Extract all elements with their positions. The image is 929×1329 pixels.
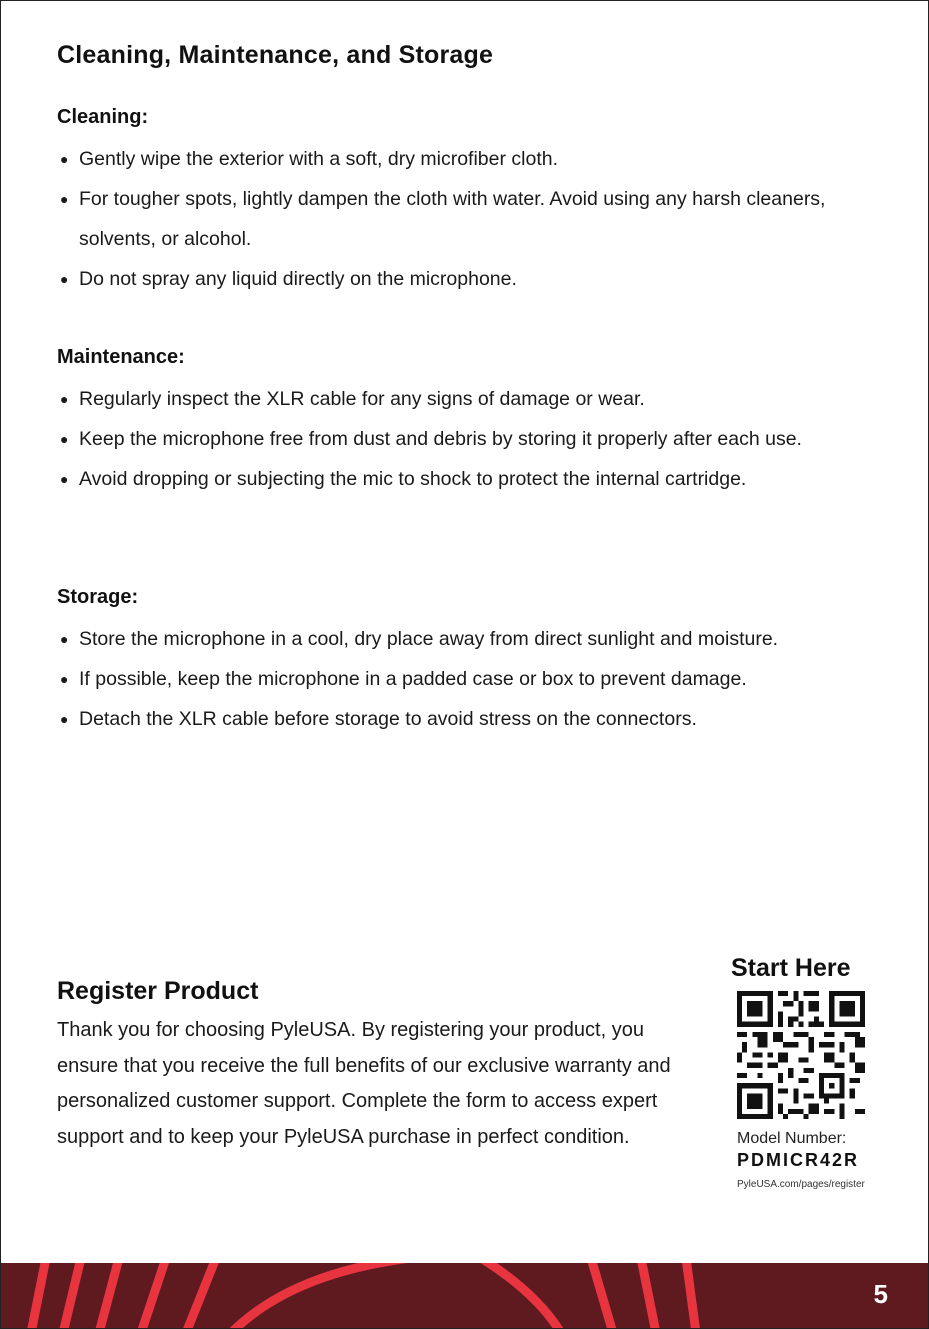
maintenance-section [57,341,887,499]
list-item: ● Gently wipe the exterior with a soft, dry microfiber cloth. [60,148,559,170]
cleaning-section [57,101,887,299]
qr-register-block[interactable] [731,951,871,1190]
qr-code-icon[interactable] [737,991,865,1119]
bullet-list [57,379,887,499]
footer-stripes-decoration [1,1263,928,1328]
register-product-section [57,973,697,1155]
bullet-list [57,619,887,739]
list-item: ● Regularly inspect the XLR cable for any signs of damage or wear. [60,388,645,410]
footer-band [1,1263,928,1328]
page-number: 5 [873,1279,888,1309]
register-heading: Register Product [57,977,259,1005]
list-item: ● Avoid dropping or subjecting the mic to shock to protect the internal cartridge. [60,468,747,490]
storage-section [57,581,887,739]
section-heading: Maintenance: [57,346,185,368]
bullet-list [57,139,887,299]
list-item: ● Store the microphone in a cool, dry place away from direct sunlight and moisture. [60,628,779,650]
list-item: ● Detach the XLR cable before storage to avoid stress on the connectors. [60,708,697,730]
qr-title: Start Here [731,954,851,982]
list-item: ● If possible, keep the microphone in a padded case or box to prevent damage. [60,668,747,690]
page-title: Cleaning, Maintenance, and Storage [57,41,494,69]
model-number-label: Model Number: [737,1130,847,1147]
register-body: Thank you for choosing PyleUSA. By registering your product, you ensure that you receive the full benefits of our exclusive warranty and personalized customer support. Complete the form to access expert support and to keep your PyleUSA purchase in perfect condition. [57,1019,671,1148]
model-number-value: PDMICR42R [737,1150,860,1170]
list-item: ● Do not spray any liquid directly on the microphone. [60,268,517,290]
section-heading: Storage: [57,586,139,608]
register-url-link[interactable]: PyleUSA.com/pages/register [737,1179,865,1190]
list-item: ● For tougher spots, lightly dampen the cloth with water. Avoid using any harsh cleaners, solvents, or alcohol. [60,188,826,250]
list-item: ● Keep the microphone free from dust and debris by storing it properly after each use. [60,428,802,450]
section-heading: Cleaning: [57,106,149,128]
